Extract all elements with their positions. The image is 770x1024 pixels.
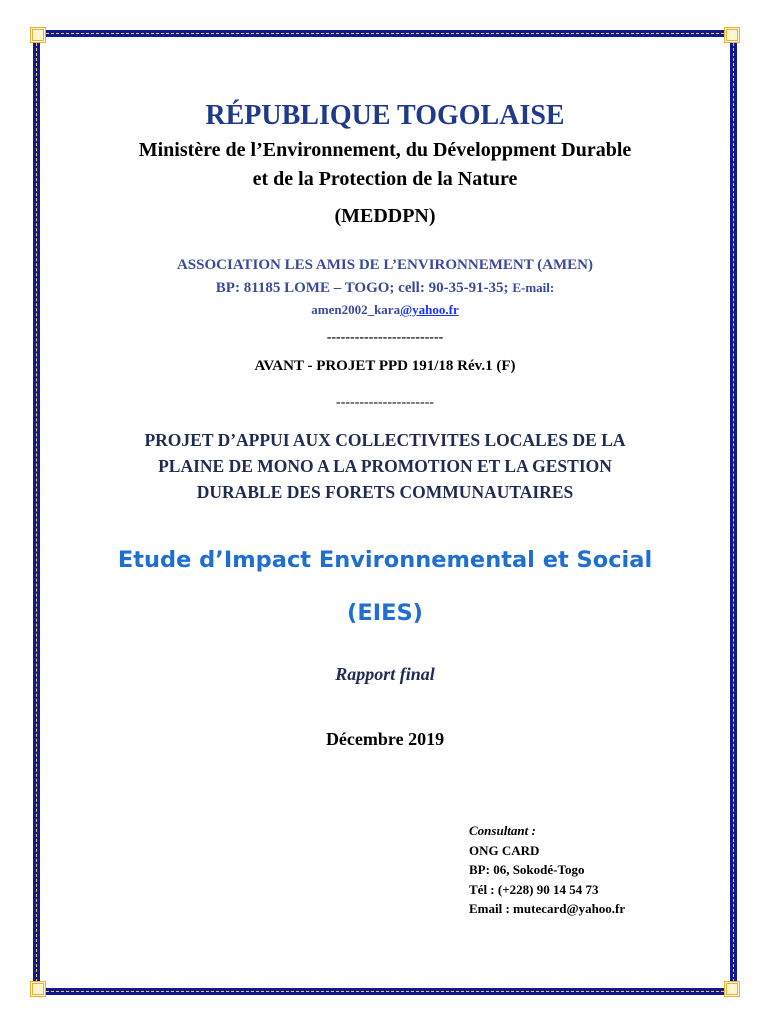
ministry-name-line-2: et de la Protection de la Nature <box>252 168 518 190</box>
ministry-name-line-1: Ministère de l’Environnement, du Développment Durable <box>138 139 632 161</box>
consultant-name: ONG CARD <box>469 842 540 858</box>
consultant-email: Email : mutecard@yahoo.fr <box>469 901 626 916</box>
email-label: E-mail: <box>512 280 555 295</box>
email-user: amen2002_kara <box>311 302 401 317</box>
consultant-bp: BP: 06, Sokodé-Togo <box>469 862 585 877</box>
separator-1: ------------------------- <box>326 330 444 345</box>
email-link[interactable]: @yahoo.fr <box>400 302 459 317</box>
report-date: Décembre 2019 <box>325 729 445 749</box>
report-type: Rapport final <box>335 664 435 684</box>
project-title-line-2: PLAINE DE MONO A LA PROMOTION ET LA GESTION <box>158 456 612 476</box>
consultant-tel: Tél : (+228) 90 14 54 73 <box>469 881 599 897</box>
consultant-block <box>469 821 625 919</box>
study-title: Etude d’Impact Environnemental et Social <box>117 547 653 573</box>
avant-projet-reference: AVANT - PROJET PPD 191/18 Rév.1 (F) <box>254 358 516 374</box>
ministry-acronym: (MEDDPN) <box>334 205 436 227</box>
consultant-label: Consultant : <box>469 823 536 838</box>
country-title: RÉPUBLIQUE TOGOLAISE <box>205 100 565 131</box>
association-bp-cell: BP: 81185 LOME – TOGO; cell: 90-35-91-35; <box>215 280 509 296</box>
corner-ornament-top-left <box>30 27 46 43</box>
corner-ornament-top-right <box>724 27 740 43</box>
study-acronym: (EIES) <box>347 600 423 626</box>
project-title-line-3: DURABLE DES FORETS COMMUNAUTAIRES <box>196 482 574 502</box>
corner-ornament-bottom-left <box>30 981 46 997</box>
association-email <box>0 302 770 318</box>
project-title-line-1: PROJET D’APPUI AUX COLLECTIVITES LOCALES DE LA <box>144 430 626 450</box>
separator-2: --------------------- <box>336 395 434 410</box>
corner-ornament-bottom-right <box>724 981 740 997</box>
association-contact <box>0 280 770 297</box>
association-name: ASSOCIATION LES AMIS DE L’ENVIRONNEMENT (AMEN) <box>176 257 594 273</box>
